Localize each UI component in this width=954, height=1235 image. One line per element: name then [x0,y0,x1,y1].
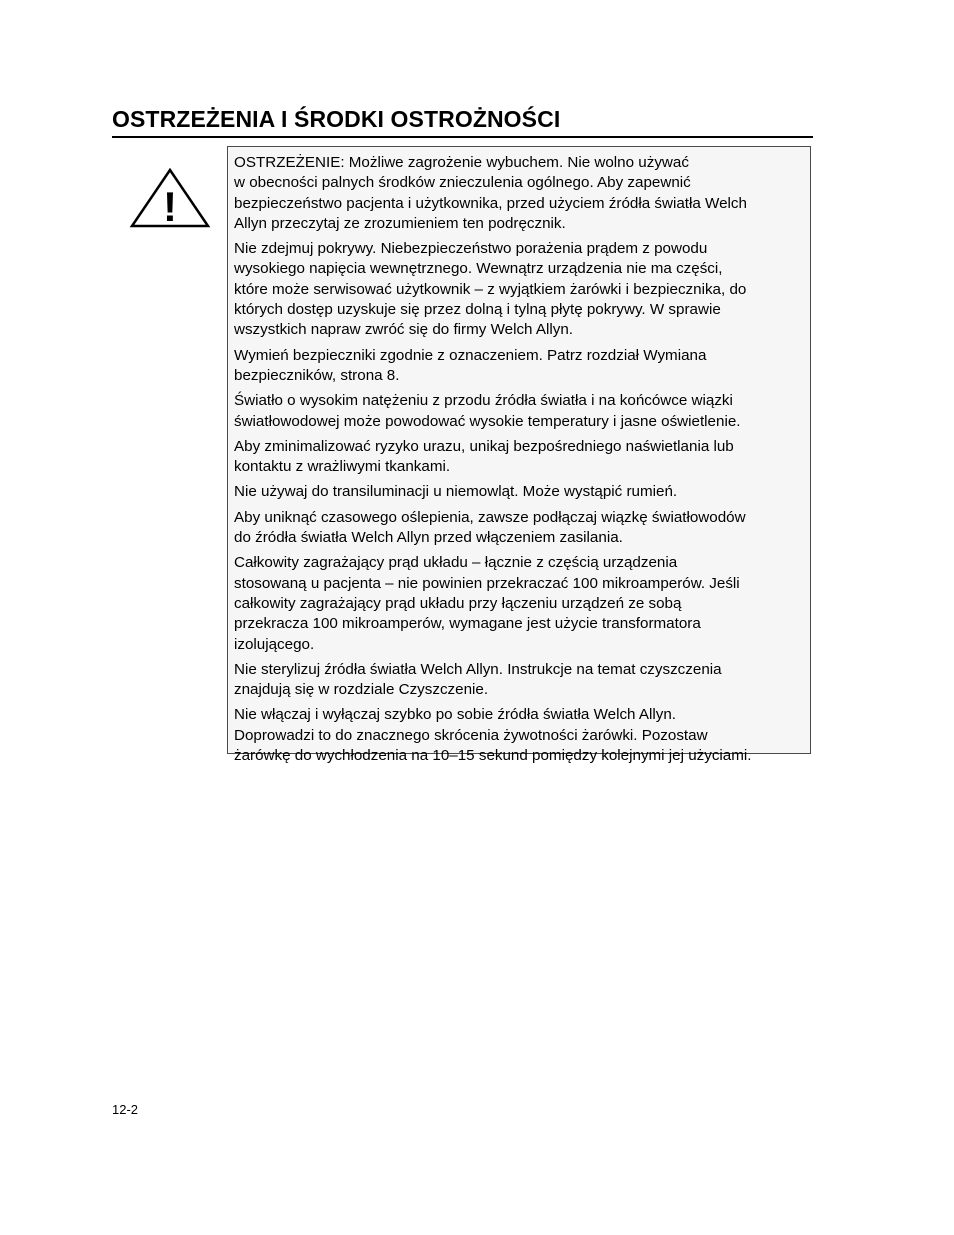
warning-paragraph [234,705,824,766]
warning-line: Wymień bezpieczniki zgodnie z oznaczeniem. Patrz rozdział Wymiana [234,346,707,364]
warning-line: żarówkę do wychłodzenia na 10–15 sekund pomiędzy kolejnymi jej użyciami. [234,747,752,765]
warning-line: których dostęp uzyskuje się przez dolną i tylną płytę pokrywy. W sprawie [234,301,721,319]
title-divider [112,136,813,138]
warning-line: które może serwisować użytkownik – z wyjątkiem żarówki i bezpiecznika, do [234,280,747,298]
warning-paragraph [234,346,824,387]
warning-line: światłowodowej może powodować wysokie temperatury i jasne oświetlenie. [234,412,741,430]
warning-paragraph [234,508,824,549]
warnings-box [227,146,811,765]
warning-line: Nie włączaj i wyłączaj szybko po sobie źródła światła Welch Allyn. [234,706,677,724]
warning-line: kontaktu z wrażliwymi tkankami. [234,458,451,476]
warning-triangle-icon [128,166,212,230]
warning-line: bezpieczeństwo pacjenta i użytkownika, przed użyciem źródła światła Welch [234,194,747,212]
warning-line: przekracza 100 mikroamperów, wymagane jest użycie transformatora [234,615,701,633]
warning-paragraph [234,391,824,432]
warning-line: wysokiego napięcia wewnętrznego. Wewnątrz urządzenia nie ma części, [234,260,723,278]
warning-line: izolującego. [234,635,315,653]
warning-line: Allyn przeczytaj ze zrozumieniem ten podręcznik. [234,214,566,232]
warning-line: Aby zminimalizować ryzyko urazu, unikaj bezpośredniego naświetlania lub [234,437,734,455]
warning-line: Nie zdejmuj pokrywy. Niebezpieczeństwo porażenia prądem z powodu [234,240,708,258]
warning-line: Nie sterylizuj źródła światła Welch Allyn. Instrukcje na temat czyszczenia [234,660,722,678]
warning-line: Całkowity zagrażający prąd układu – łącznie z częścią urządzenia [234,554,678,572]
warning-line: Aby uniknąć czasowego oślepienia, zawsze podłączaj wiązkę światłowodów [234,508,746,526]
warning-paragraph [234,482,824,502]
warning-paragraph [234,153,824,234]
warning-line: bezpieczników, strona 8. [234,366,400,384]
warning-line: OSTRZEŻENIE: Możliwe zagrożenie wybuchem. Nie wolno używać [234,154,689,171]
warning-line: Światło o wysokim natężeniu z przodu źródła światła i na końcówce wiązki [234,392,733,410]
warning-paragraph [234,660,824,701]
warning-line: wszystkich napraw zwróć się do firmy Welch Allyn. [234,321,574,339]
section-title: OSTRZEŻENIA I ŚRODKI OSTROŻNOŚCI [112,106,561,132]
warning-line: znajdują się w rozdziale Czyszczenie. [234,681,489,699]
warning-paragraph [234,239,824,340]
page-number: 12-2 [112,1102,139,1117]
warning-paragraph [234,437,824,478]
warning-line: całkowity zagrażający prąd układu przy łączeniu urządzeń ze sobą [234,594,682,612]
exclamation-mark: ! [163,183,177,230]
warning-paragraph [234,553,824,654]
warning-line: w obecności palnych środków znieczulenia ogólnego. Aby zapewnić [234,174,691,192]
warning-line: do źródła światła Welch Allyn przed włączeniem zasilania. [234,529,623,547]
warning-line: Doprowadzi to do znacznego skrócenia żywotności żarówki. Pozostaw [234,726,708,744]
warning-line: stosowaną u pacjenta – nie powinien przekraczać 100 mikroamperów. Jeśli [234,574,740,592]
warning-line: Nie używaj do transiluminacji u niemowląt. Może wystąpić rumień. [234,483,678,501]
